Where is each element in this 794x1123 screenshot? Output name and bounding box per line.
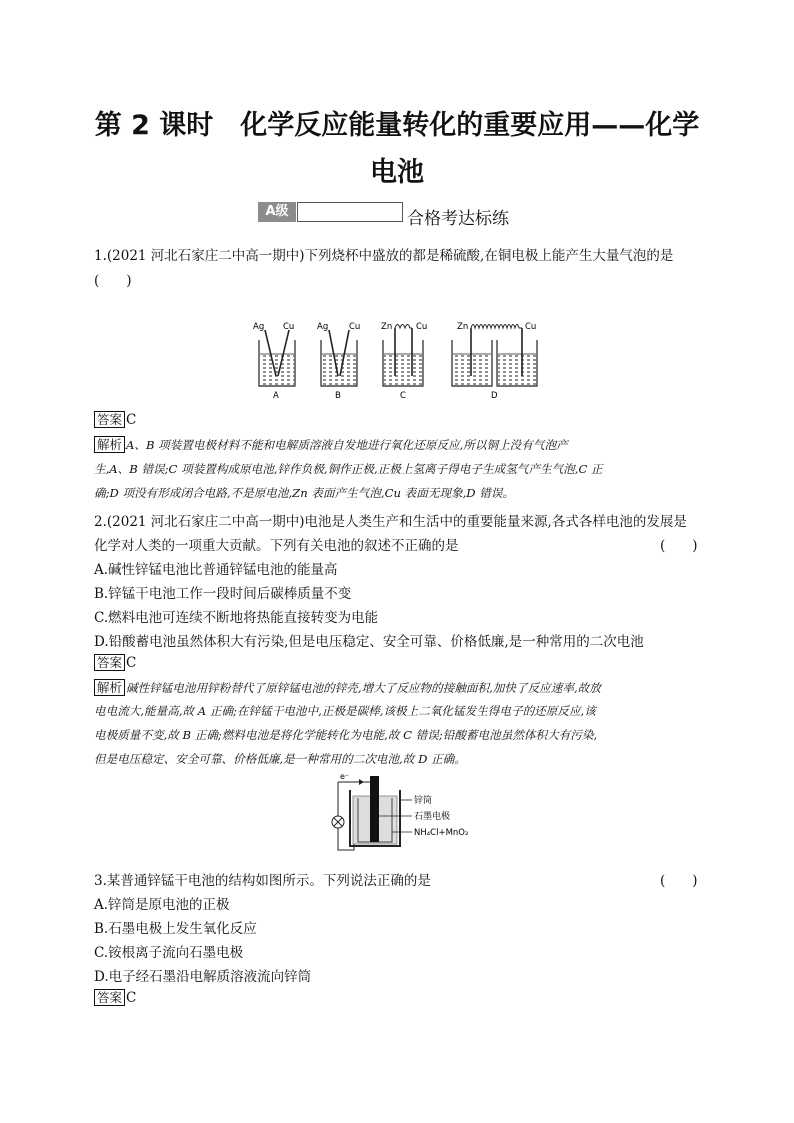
- beaker-a-right-label: Cu: [283, 322, 295, 332]
- q3-option-d: D.电子经石墨沿电解质溶液流向锌筒: [94, 969, 312, 985]
- beaker-b-label: B: [335, 391, 341, 401]
- q1-analysis-text-1: A、B 项装置电极材料不能和电解质溶液自发地进行氧化还原反应,所以铜上没有气泡产: [126, 438, 568, 452]
- q3-stem: 3.某普通锌锰干电池的结构如图所示。下列说法正确的是: [94, 873, 431, 889]
- answer-tag: 答案: [94, 654, 125, 671]
- beaker-d-right-label: Cu: [525, 322, 537, 332]
- beaker-a-label: A: [273, 391, 279, 401]
- q2-paren: ( ): [660, 538, 698, 554]
- beaker-d-left-label: Zn: [457, 322, 469, 332]
- q3-option-a: A.锌筒是原电池的正极: [94, 897, 230, 913]
- q2-analysis-text-1: 碱性锌锰电池用锌粉替代了原锌锰电池的锌壳,增大了反应物的接触面积,加快了反应速率,故放: [126, 681, 601, 695]
- level-blank-box: [297, 202, 403, 222]
- level-text: 合格考达标练: [407, 209, 509, 229]
- q3-answer: [94, 989, 136, 1006]
- q3-option-c: C.铵根离子流向石墨电极: [94, 945, 244, 961]
- beaker-a: [253, 322, 295, 401]
- electrolyte-label: NH₄Cl+MnO₂: [414, 828, 469, 838]
- beaker-b-left-label: Ag: [317, 322, 329, 332]
- answer-tag: 答案: [94, 989, 125, 1006]
- q2-answer: [94, 654, 136, 671]
- beaker-c-left-label: Zn: [381, 322, 393, 332]
- beaker-c-label: C: [400, 391, 406, 401]
- analysis-tag: 解析: [94, 436, 125, 453]
- beaker-c: [381, 322, 427, 401]
- electron-label: e⁻: [340, 772, 350, 781]
- q1-analysis-line-3: 确;D 项没有形成闭合电路,不是原电池,Zn 表面产生气泡,Cu 表面无现象,D 错误。: [94, 486, 515, 500]
- beaker-d: [452, 322, 537, 401]
- q2-stem-line-1: 2.(2021 河北石家庄二中高一期中)电池是人类生产和生活中的重要能量来源,各式各样电池的发展是: [94, 514, 687, 530]
- q2-analysis-line-3: 电极质量不变,故 B 正确;燃料电池是将化学能转化为电能,故 C 错误;铅酸蓄电池虽然体积大有污染,: [94, 728, 598, 742]
- q3-option-b: B.石墨电极上发生氧化反应: [94, 921, 257, 937]
- analysis-tag: 解析: [94, 679, 125, 696]
- zinc-label: 锌筒: [414, 796, 433, 806]
- page-title-line2: 电池: [370, 157, 424, 188]
- level-badge: A级: [258, 202, 296, 222]
- beaker-a-left-label: Ag: [253, 322, 265, 332]
- q1-analysis-line-2: 生,A、B 错误;C 项装置构成原电池,锌作负极,铜作正极,正极上氢离子得电子生成氢气产生气泡,C 正: [94, 462, 603, 476]
- q1-paren: ( ): [94, 273, 132, 289]
- q2-option-a: A.碱性锌锰电池比普通锌锰电池的能量高: [94, 562, 338, 578]
- q2-analysis-line-1: [94, 679, 601, 696]
- q1-beaker-figure: [245, 318, 545, 403]
- beaker-b: [317, 322, 360, 401]
- q1-answer: [94, 411, 136, 428]
- q2-analysis-line-2: 电电流大,能量高,故 A 正确;在锌锰干电池中,正极是碳棒,该极上二氧化锰发生得电子的还原反应,该: [94, 704, 596, 718]
- q3-dry-cell-figure: [330, 770, 480, 858]
- q2-stem-line-2: 化学对人类的一项重大贡献。下列有关电池的叙述不正确的是: [94, 538, 459, 554]
- page-title: 第 2 课时 化学反应能量转化的重要应用——化学: [94, 110, 700, 141]
- q2-option-d: D.铅酸蓄电池虽然体积大有污染,但是电压稳定、安全可靠、价格低廉,是一种常用的二次电池: [94, 634, 644, 650]
- beaker-c-right-label: Cu: [416, 322, 428, 332]
- q2-option-c: C.燃料电池可连续不断地将热能直接转变为电能: [94, 610, 379, 626]
- q1-analysis-line-1: [94, 436, 568, 453]
- q2-analysis-line-4: 但是电压稳定、安全可靠、价格低廉,是一种常用的二次电池,故 D 正确。: [94, 752, 466, 766]
- q3-paren: ( ): [660, 873, 698, 889]
- q1-answer-value: C: [126, 412, 137, 428]
- beaker-b-right-label: Cu: [349, 322, 361, 332]
- answer-tag: 答案: [94, 411, 125, 428]
- beaker-d-label: D: [491, 391, 498, 401]
- graphite-rod: [370, 776, 379, 842]
- q2-option-b: B.锌锰干电池工作一段时间后碳棒质量不变: [94, 586, 352, 602]
- q1-stem: 1.(2021 河北石家庄二中高一期中)下列烧杯中盛放的都是稀硫酸,在铜电极上能产生大量气泡的是: [94, 248, 674, 264]
- graphite-label: 石墨电极: [414, 812, 451, 822]
- q2-answer-value: C: [126, 655, 137, 671]
- q3-answer-value: C: [126, 990, 137, 1006]
